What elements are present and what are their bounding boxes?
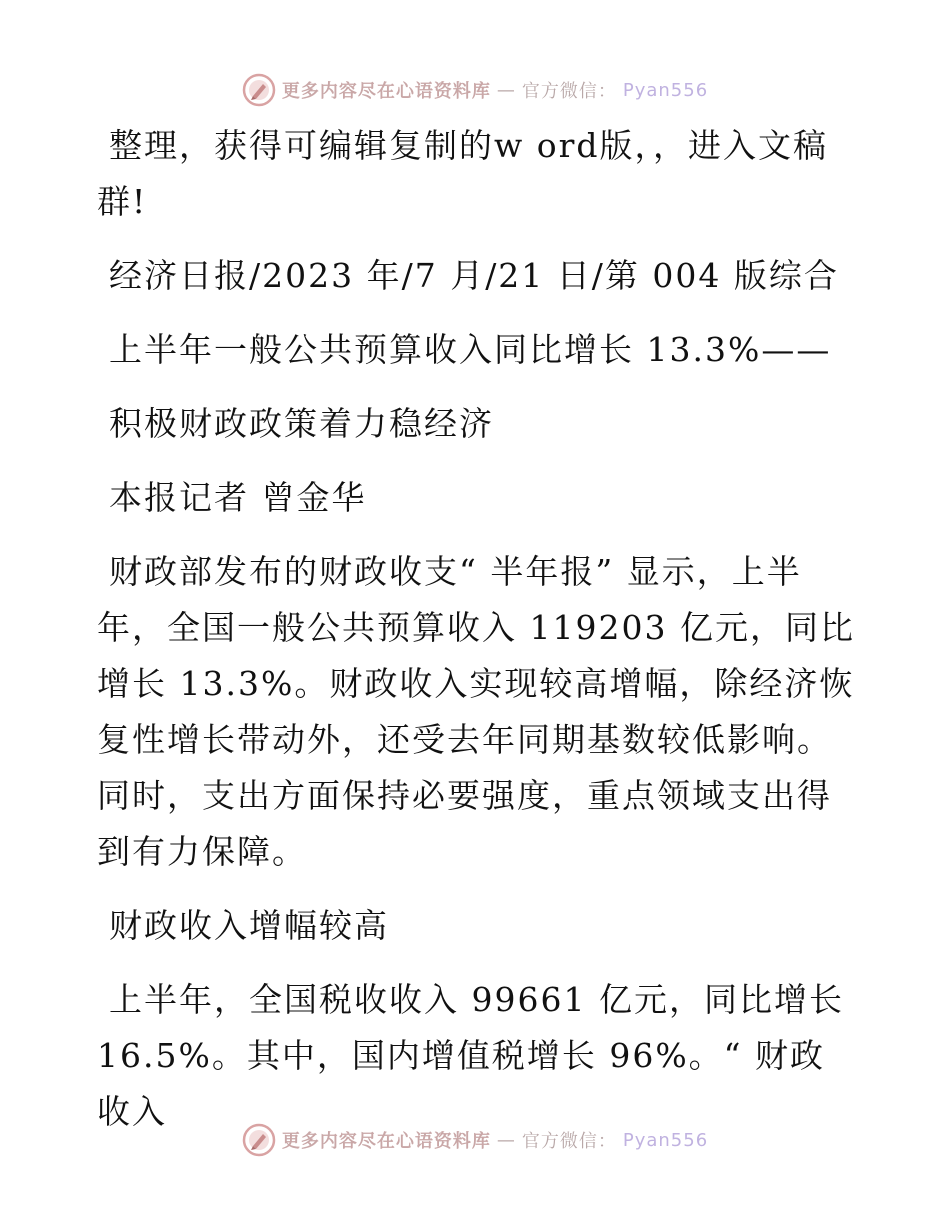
subheading: 财政收入增幅较高	[109, 906, 389, 945]
watermark-account: Pyan556	[622, 1129, 709, 1151]
byline: 本报记者 曾金华	[109, 478, 367, 517]
pen-nib-circle-icon	[242, 1123, 276, 1157]
headline-2: 积极财政政策着力稳经济	[109, 404, 494, 443]
watermark-separator: —	[496, 79, 516, 101]
watermark-main-text: 更多内容尽在心语资料库	[281, 1131, 491, 1152]
watermark-account: Pyan556	[622, 79, 709, 101]
document-body	[97, 118, 857, 1158]
intro-line: 整理，获得可编辑复制的w ord版，，进入文稿群!	[97, 126, 829, 221]
watermark-banner-top	[0, 70, 950, 110]
paragraph-1: 财政部发布的财政收支“ 半年报” 显示，上半年，全国一般公共预算收入 119203 亿元，同比增长 13.3%。财政收入实现较高增幅，除经济恢复性增长带动外，还受去年同期基数较低影响。同时，支出方面保持必要强度，重点领域支出得到有力保障。	[97, 552, 855, 871]
source-line: 经济日报/2023 年/7 月/21 日/第 004 版综合	[109, 256, 839, 295]
watermark-suffix-text: 官方微信：	[521, 81, 617, 102]
watermark-main-text: 更多内容尽在心语资料库	[281, 81, 491, 102]
pen-nib-circle-icon	[242, 73, 276, 107]
watermark-separator: —	[496, 1129, 516, 1151]
paragraph-2: 上半年，全国税收收入 99661 亿元，同比增长 16.5%。其中，国内增值税增长 96%。“ 财政收入	[97, 980, 844, 1131]
headline-1: 上半年一般公共预算收入同比增长 13.3%——	[109, 330, 832, 369]
watermark-suffix-text: 官方微信：	[521, 1131, 617, 1152]
watermark-banner-bottom	[0, 1120, 950, 1160]
